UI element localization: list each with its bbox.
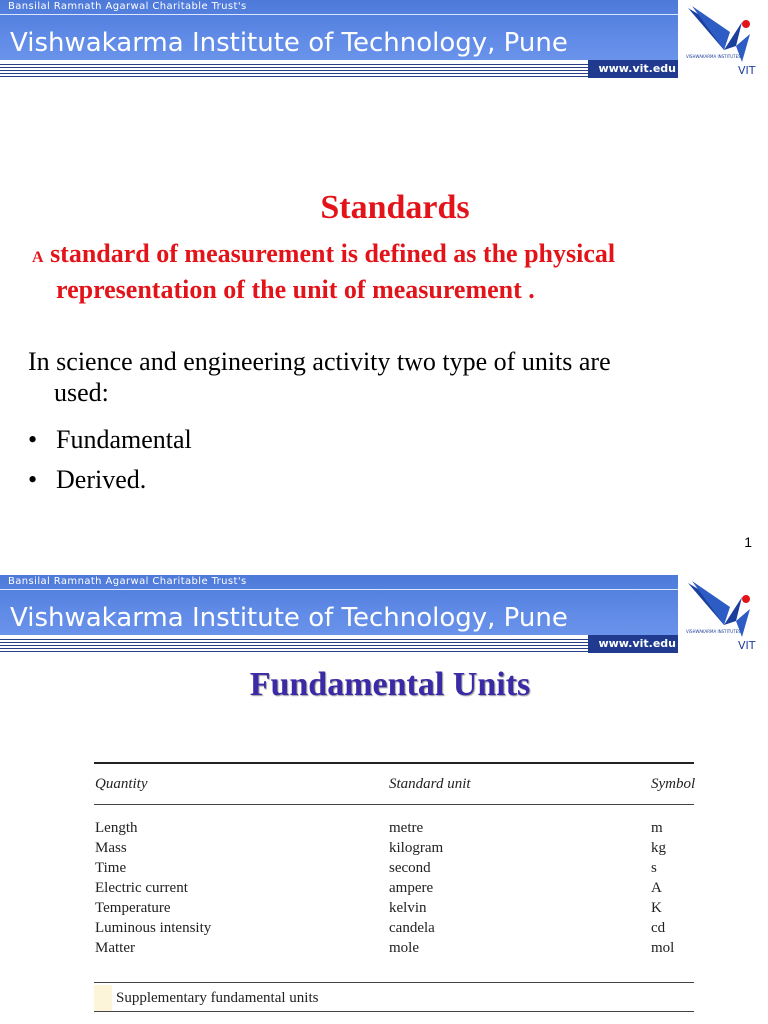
list-item: • Fundamental [28,420,192,460]
vit-logo-icon [684,577,766,655]
svg-text:VIT: VIT [738,639,756,652]
list-item: • Derived. [28,460,192,500]
trust-name: Bansilal Ramnath Agarwal Charitable Trust's [8,1,247,12]
standard-definition [32,238,732,306]
unit-types-list [28,420,192,500]
header-rule-lines [0,61,678,79]
slide-title: Fundamental Units [249,666,531,703]
slide-fundamental-units [0,575,768,1024]
supplementary-marker [94,985,112,1011]
institute-name: Vishwakarma Institute of Technology, Pune [10,603,568,633]
table-row: Luminous intensity candela cd [95,920,666,936]
institute-name: Vishwakarma Institute of Technology, Pune [10,28,568,58]
column-header-quantity: Quantity [95,776,148,792]
definition-line-1: standard of measurement is defined as the physical [50,239,616,268]
bullet-icon: • [28,425,38,454]
bullet-icon: • [28,465,38,494]
header-divider [0,14,678,15]
svg-text:VISHWAKARMA INSTITUTES: VISHWAKARMA INSTITUTES [686,54,741,59]
slide-title: Standards [320,189,470,226]
table-row: Electric current ampere A [95,880,662,896]
table-row: Time second s [95,860,657,876]
column-header-symbol: Symbol [651,776,696,792]
table-body-end-rule [94,982,694,983]
header-divider [0,589,678,590]
slide-header [0,575,768,655]
svg-text:VIT: VIT [738,64,756,77]
website-url: www.vit.edu [588,635,678,653]
table-row: Temperature kelvin K [95,900,662,916]
definition-lead-letter: A [32,249,44,266]
definition-line-2: representation of the unit of measurement . [56,275,535,304]
supplementary-units-heading: Supplementary fundamental units [116,990,319,1006]
paragraph-line-1: In science and engineering activity two type of units are [28,347,611,376]
trust-name: Bansilal Ramnath Agarwal Charitable Trust's [8,576,247,587]
slide-header [0,0,768,80]
table-bottom-rule [94,1011,694,1012]
header-rule-lines [0,636,678,654]
table-top-rule [94,762,694,764]
page-number: 1 [744,534,752,550]
table-row: Matter mole mol [95,940,675,956]
vit-logo-icon [684,2,766,80]
paragraph-line-2: used: [54,378,109,407]
svg-text:VISHWAKARMA INSTITUTES: VISHWAKARMA INSTITUTES [686,629,741,634]
website-url: www.vit.edu [588,60,678,78]
table-header-rule [94,804,694,805]
table-row: Length metre m [95,820,663,836]
table-body [94,818,694,958]
table-row: Mass kilogram kg [95,840,666,856]
column-header-standard-unit: Standard unit [389,776,471,792]
units-intro-paragraph [28,346,728,408]
